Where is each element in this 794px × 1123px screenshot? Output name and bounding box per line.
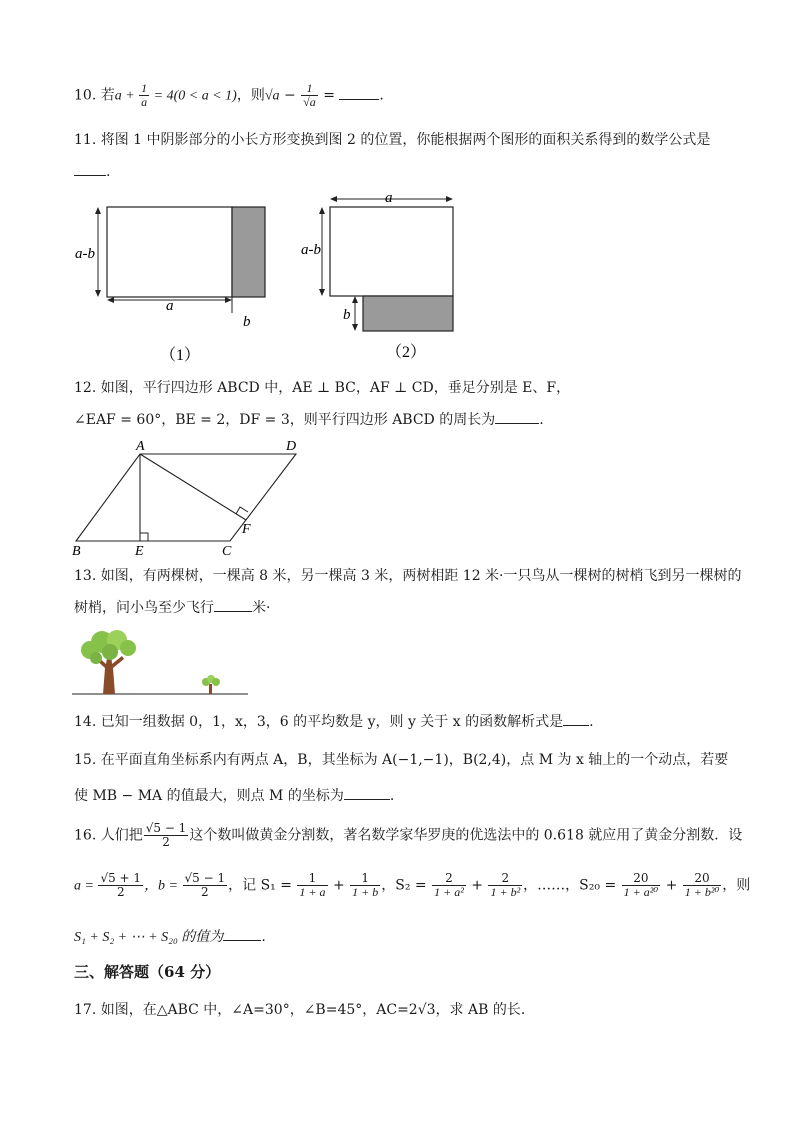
answer-blank[interactable] [339,87,379,100]
question-15 [74,750,728,770]
question-text: 若 [100,87,115,104]
question-text: 如图，平行四边形 ABCD 中，AE ⊥ BC，AF ⊥ CD，垂足分别是 E、F， [100,380,571,396]
answer-blank[interactable] [223,928,261,941]
fig1-left-label: a-b [75,246,95,262]
question-11 [74,130,710,150]
fraction: $\frac{20}{\text{1 + a²⁰}}$ [623,871,659,899]
fig1-shaded-rect [232,207,265,297]
fraction: $\frac{20}{\text{1 + b²⁰}}$ [684,871,720,899]
fraction: $\frac{1}{1 + b}$ [352,871,379,899]
answer-blank[interactable] [495,411,539,424]
question-number: 10. [74,87,97,104]
question-number: 17. [74,1002,97,1018]
fraction: $\frac{√5 - 1}{2}$ [145,821,187,849]
question-13 [74,566,742,586]
answer-blank[interactable] [74,163,106,176]
right-angle-f [236,507,248,514]
fraction: $\frac{1}{1 + a}$ [299,871,326,899]
question-text: S₁ + S₂ + ⋯ + S₂₀ 的值为 [74,930,224,945]
figure-13-trees [70,628,250,698]
answer-blank[interactable] [214,599,252,612]
right-angle-e [140,533,148,541]
fraction: $\frac{2}{\text{1 + b²}}$ [490,871,521,899]
label-a: A [136,439,145,454]
question-number: 16. [74,827,97,844]
question-16-line3: S₁ + S₂ + ⋯ + S₂₀ 的值为 . [74,929,266,945]
answer-blank[interactable] [563,713,589,726]
question-number: 13. [74,568,97,584]
question-12-line2: ∠EAF = 60°，BE = 2，DF = 3，则平行四边形 ABCD 的周长为 . [74,412,544,428]
fig2-left-label: a-b [301,242,321,258]
question-text: 使 MB − MA 的值最大，则点 M 的坐标为 [74,788,344,804]
question-text: 人们把 [100,827,143,844]
fraction: $\frac{1}{√a}$ [303,81,316,109]
fraction: $\frac{1}{a}$ [141,81,148,109]
math-expr: a + [114,88,139,104]
segment-af [140,454,246,520]
figure-12-parallelogram [64,436,314,558]
sqrt-a: √a [264,88,280,104]
small-tree-icon [202,675,220,694]
fig2-shaded-rect [363,296,453,331]
question-text: 树梢，问小鸟至少飞行 [74,600,214,616]
fraction: $\frac{√5 + 1}{2}$ [100,871,142,899]
label-c: C [222,544,232,558]
fig1-caption: （1） [160,347,201,364]
question-text: 已知一组数据 0，1，x，3，6 的平均数是 y，则 y 关于 x 的函数解析式是 [100,714,564,730]
answer-blank[interactable] [344,787,390,800]
fig1-main-rect [107,207,232,297]
figure-11-2 [300,185,470,365]
fig2-b-label: b [343,307,351,323]
fig2-top-label: a [385,190,393,206]
fig2-caption: （2） [386,344,427,361]
question-number: 14. [74,714,97,730]
question-16-line2: a = $\frac{√5 + 1}{2}$ ，b = $\frac{√5 - 1}{2}$ ，记 S₁ = $\frac{1}{1 + a}$ + $\frac{1}{1 + b}$ ，S₂ = $\frac{2}{\text{1 + a²}}$ + $\frac{2}{\text{1 + b²}}$ ，……，S₂₀ = $\frac{20}{\text{1 + a²⁰}}$ + $\frac{20}{\text{1 + b²⁰}}$ ，则 [74,871,751,899]
label-d: D [286,439,297,454]
question-text: ∠EAF = 60°，BE = 2，DF = 3，则平行四边形 ABCD 的周长为 [74,412,496,428]
question-number: 11. [74,132,97,148]
figure-11-1 [74,195,284,370]
question-17 [74,1000,535,1020]
question-text: 在平面直角坐标系内有两点 A，B，其坐标为 A(−1,−1)，B(2,4)，点 M 为 x 轴上的一个动点，若要 [100,752,729,768]
big-tree-icon [81,630,136,694]
question-13-line2: 树梢，问小鸟至少飞行 米· [74,600,271,616]
question-number: 12. [74,380,97,396]
question-text: 将图 1 中阴影部分的小长方形变换到图 2 的位置，你能根据两个图形的面积关系得到的数学公式是 [100,132,711,148]
question-number: 15. [74,752,97,768]
question-text: 如图，在△ABC 中，∠A=30°，∠B=45°，AC=2√3，求 AB 的长． [100,1002,535,1018]
question-text: 如图，有两棵树，一棵高 8 米，另一棵高 3 米，两树相距 12 米·一只鸟从一棵树的树梢飞到另一棵树的 [100,568,742,584]
label-f: F [242,522,251,537]
question-11-answer-line: . [74,162,110,182]
question-16 [74,822,742,849]
question-14: 14. 已知一组数据 0，1，x，3，6 的平均数是 y，则 y 关于 x 的函数解析式是 . [74,714,594,730]
math-expr: = 4(0 < a < 1) [150,88,237,104]
question-15-line2: 使 MB − MA 的值最大，则点 M 的坐标为 . [74,788,395,804]
fraction: $\frac{√5 - 1}{2}$ [184,871,226,899]
question-10: 10. 若a + $\frac{1}{a}$ = 4(0 < a < 1)，则√a − $\frac{1}{√a}$ = . [74,81,384,109]
label-e: E [135,544,144,558]
question-12 [74,378,570,398]
fig2-main-rect [330,207,453,296]
parallelogram-abcd [76,454,296,541]
section-title: 三、解答题（64 分） [74,963,221,981]
fraction: $\frac{2}{\text{1 + a²}}$ [434,871,464,899]
fig1-bottom-label: a [166,298,174,314]
label-b: B [72,544,81,558]
question-text: 这个数叫做黄金分割数，著名数学家华罗庚的优选法中的 0.618 就应用了黄金分割数．设 [189,827,743,844]
fig1-b-label: b [243,314,251,330]
